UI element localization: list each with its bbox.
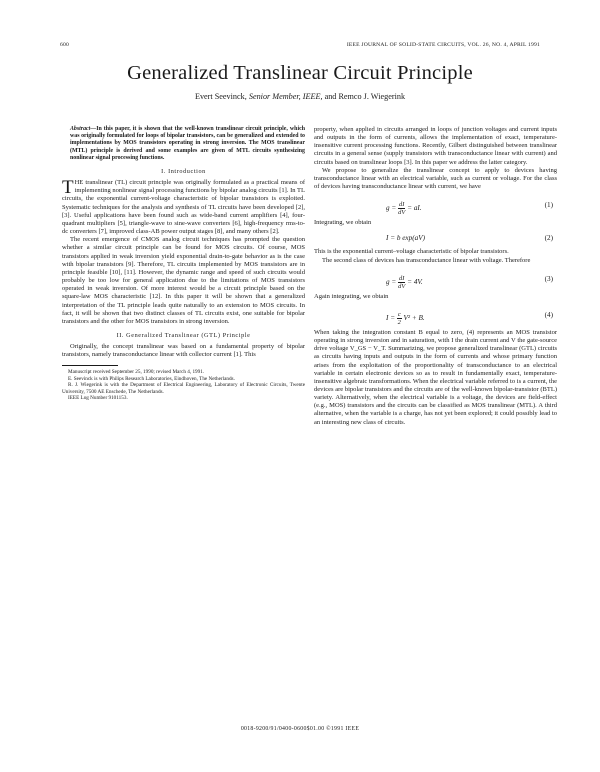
right-paragraph-2: We propose to generalize the translinear concept to apply to devices having transconductance linear with an electrical variable, such as current or voltage. For the class of devices having transconductance linear with current, we have <box>314 166 557 191</box>
author-line <box>0 92 600 101</box>
right-paragraph-6: Again integrating, we obtain <box>314 292 389 300</box>
abstract <box>70 126 305 162</box>
section-heading-introduction: I. Introduction <box>161 168 206 176</box>
page-number: 600 <box>60 42 69 48</box>
intro-paragraph-1-text: HE translinear (TL) circuit principle was originally formulated as a practical means of implementing nonlinear signal processing functions by bipolar analog circuits [1]. In TL circuits, the exponential current-voltage characteristic of bipolar transistors is exploited. Systematic techniques for the analysis and synthesis of TL circuits have been developed [2], [3]. Useful applications have been found such as wide-band current amplifiers [4], four-quadrant multipliers [5], triangle-wave to sine-wave converters [6], high-frequency rms-to-dc converters [7], improved class-AB power output stages [8], and many others [2]. <box>62 179 305 236</box>
footnote-author-1: E. Seevinck is with Philips Research Laboratories, Eindhoven, The Netherlands. <box>68 375 235 382</box>
author-and: and <box>324 92 337 101</box>
equation-4 <box>314 304 557 326</box>
equation-1-formula <box>386 201 422 216</box>
footnote-manuscript: Manuscript received September 25, 1990; revised March 4, 1991. <box>68 369 205 376</box>
equation-3-rhs: = 4V. <box>405 277 423 286</box>
equation-1-lhs: g = <box>386 204 399 213</box>
equation-2-formula: I = b exp(aV) <box>386 234 425 243</box>
intro-paragraph-1 <box>62 179 305 236</box>
equation-4-denominator: 2 <box>397 318 401 326</box>
equation-1-denominator: dV <box>398 209 406 217</box>
right-paragraph-5: The second class of devices has transconductance linear with voltage. Therefore <box>322 256 531 264</box>
equation-2-number: (2) <box>544 234 553 243</box>
footnote-log-number: IEEE Log Number 9101153. <box>68 395 128 402</box>
right-paragraph-7: When taking the integration constant B equal to zero, (4) represents an MOS transistor operating in strong inversion and in saturation, with I the drain current and V the gate-source drive voltage V_GS − V_T. Summarizing, we propose generalized translinear (GTL) circuits as circuits having inputs and outputs in the form of currents and whose primary function arises from the exploitation of the proportionality of transconductance to an electrical variable in certain electronic devices so as to result in fundamentally exact, temperature-insensitive algebraic transformations. When the electrical variable referred to is a current, the devices are bipolar transistors and the circuits are of the well-known bipolar-transistor (BTL) variety. Alternatively, when the electrical variable is a voltage, the devices are field-effect (e.g., MOS) transistors and the circuits can be classified as MOS translinear (MTL). A third alternative, when the variable is a charge, has not yet been explored; it could possibly lead to an interesting new class of circuits. <box>314 328 557 426</box>
equation-4-rhs: V² + B. <box>401 314 425 323</box>
equation-3-numerator: dI <box>399 274 405 282</box>
abstract-text: —In this paper, it is shown that the well-known translinear circuit principle, which was originally formulated for loops of bipolar transistors, can be generalized and extended to implementations by MOS transistors operating in strong inversion. The MOS translinear (MTL) principle is derived and some examples are given of MTL circuits synthesizing nonlinear signal processing functions. <box>70 126 305 161</box>
author-name-2: Remco J. Wiegerink <box>338 92 406 101</box>
copyright-footer: 0018-9200/91/0400-0600$01.00 ©1991 IEEE <box>240 726 360 732</box>
equation-4-number: (4) <box>544 310 553 319</box>
author-role-1: Senior Member, IEEE, <box>248 92 323 101</box>
drop-cap: T <box>62 177 74 199</box>
right-column <box>314 126 557 427</box>
running-header <box>60 42 540 52</box>
section-heading-gtl: II. Generalized Translinear (GTL) Principle <box>116 331 251 339</box>
footnote-rule <box>62 365 118 366</box>
equation-1 <box>314 194 557 216</box>
equation-1-number: (1) <box>544 201 553 210</box>
equation-4-lhs: I = <box>386 314 397 323</box>
abstract-label: Abstract <box>70 126 91 132</box>
equation-3 <box>314 268 557 290</box>
author-name-1: Evert Seevinck, <box>194 92 247 101</box>
right-paragraph-3: Integrating, we obtain <box>314 219 372 227</box>
equation-3-number: (3) <box>544 274 553 283</box>
equation-4-numerator: c <box>397 310 401 318</box>
gtl-paragraph-1: Originally, the concept translinear was based on a fundamental property of bipolar transistors, namely transconductance linear with collector current [1]. This <box>62 343 305 359</box>
paper-title: Generalized Translinear Circuit Principle <box>127 62 473 84</box>
equation-4-formula <box>386 311 425 326</box>
right-paragraph-4: This is the exponential current–voltage characteristic of bipolar transistors. <box>314 248 509 256</box>
journal-header: IEEE JOURNAL OF SOLID-STATE CIRCUITS, VOL. 26, NO. 4, APRIL 1991 <box>346 42 540 48</box>
intro-paragraph-2: The recent emergence of CMOS analog circuit techniques has prompted the question whether a similar circuit principle can be found for MOS circuits. Of course, MOS transistors applied in weak inversion yield exponential drain-to-gate behavior as is the case with bipolar transistors [9]. Therefore, TL circuits implemented by MOS transistors are in principle feasible [10], [11]. However, the dynamic range and speed of such circuits would probably be too low for general application due to the limitations of MOS transistors operated in weak inversion. Of more interest would be a circuit principle based on the square-law MOS characteristic [12]. In this paper it will be shown that a generalized interpretation of the TL principle leads quite naturally to an extension to MOS circuits. In fact, it will be shown that two distinct classes of TL circuits exist, one suitable for bipolar transistors and the other for MOS transistors in strong inversion. <box>62 236 305 325</box>
equation-3-lhs: g = <box>386 277 399 286</box>
equation-1-rhs: = aI. <box>405 204 422 213</box>
footnote-author-2: R. J. Wiegerink is with the Department of Electrical Engineering, Laboratory of Electronic Circuits, Twente University, 7500 AE Enschede, The Netherlands. <box>62 382 305 395</box>
equation-3-formula <box>386 275 423 290</box>
right-paragraph-1: property, when applied in circuits arranged in loops of junction voltages and current inputs and outputs in the form of currents, allows the implementation of exact, temperature-insensitive current processing functions. Recently, Gilbert distinguished between translinear circuits in a general sense (supply transistors with transconductance linear with current) and circuits based on translinear loops [3]. In this paper we address the latter category. <box>314 126 557 166</box>
equation-1-numerator: dI <box>399 201 405 209</box>
equation-3-denominator: dV <box>398 282 406 290</box>
left-column <box>62 126 305 401</box>
equation-2 <box>314 230 557 245</box>
